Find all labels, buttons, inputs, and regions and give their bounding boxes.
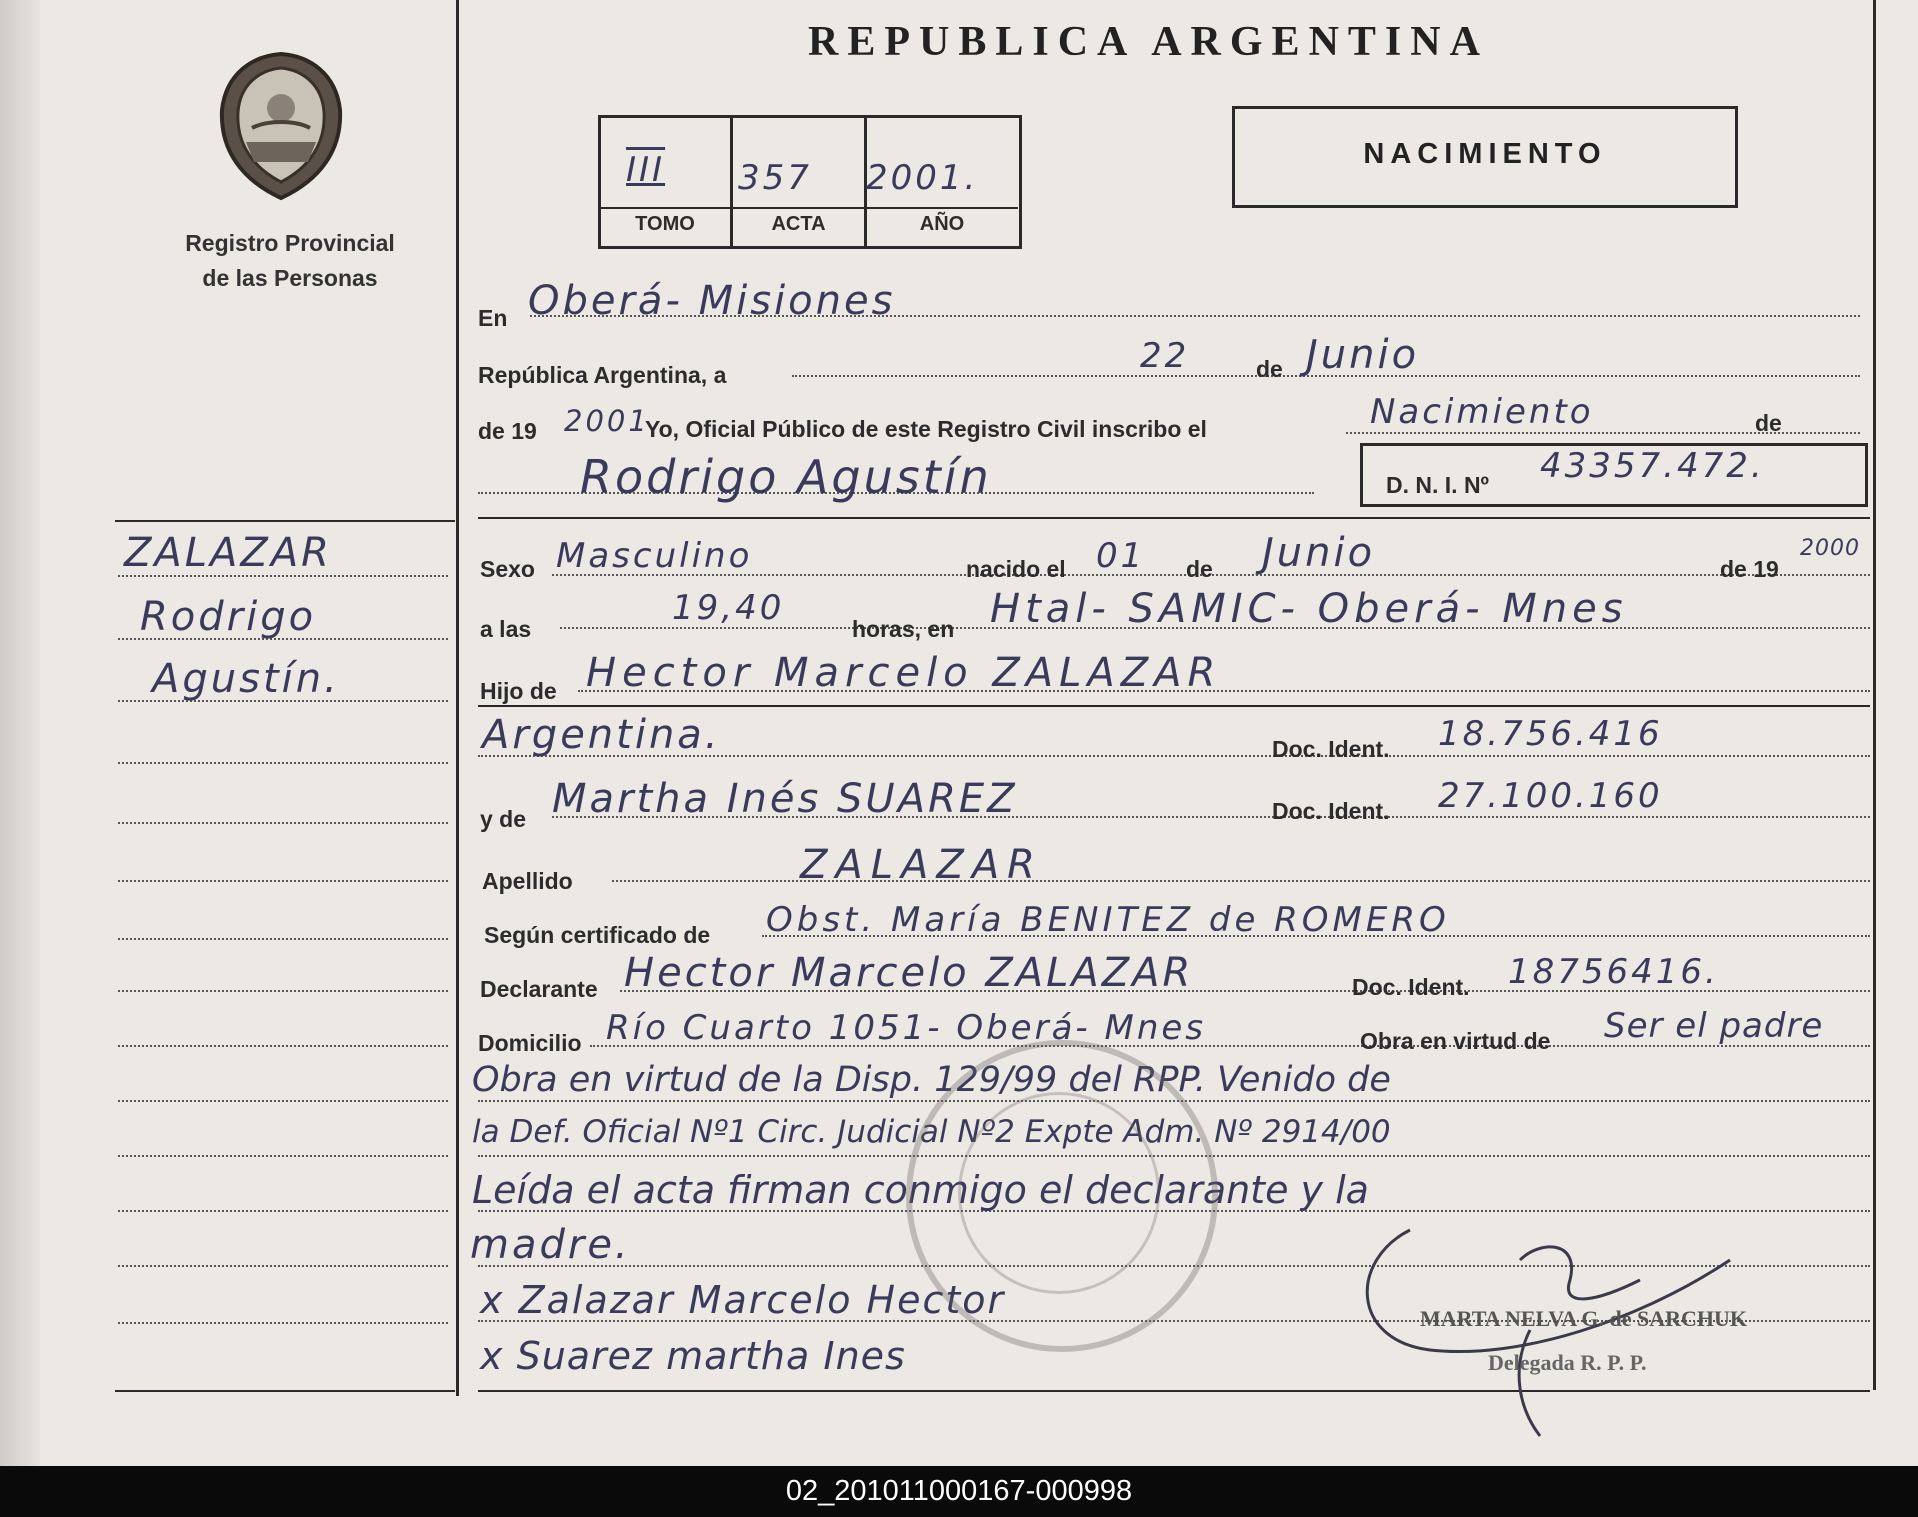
- column-divider: [456, 0, 459, 1396]
- obra-label: Obra en virtud de: [1360, 1028, 1551, 1054]
- domicilio-label: Domicilio: [478, 1030, 582, 1056]
- registry-round-stamp-inner: [958, 1092, 1160, 1294]
- form-rule: [478, 517, 1870, 519]
- birth-place: Htal- SAMIC- Oberá- Mnes: [990, 586, 1628, 632]
- inscribo-de: de: [1755, 410, 1782, 436]
- nacido-label: nacido el: [966, 556, 1066, 582]
- dni-value: 43357.472.: [1540, 446, 1765, 486]
- dni-label: D. N. I. Nº: [1386, 472, 1489, 498]
- margin-line: [118, 938, 448, 940]
- margin-line: [118, 880, 448, 882]
- sexo-value: Masculino: [556, 536, 753, 576]
- place-of-registration: Oberá- Misiones: [528, 278, 896, 324]
- field-line: [1346, 432, 1860, 434]
- margin-line: [118, 1100, 448, 1102]
- doc-ident-label-3: Doc. Ident.: [1352, 974, 1470, 1000]
- note-line-3: Leída el acta firman conmigo el declarante y la: [472, 1168, 1369, 1212]
- birth-month: Junio: [1262, 530, 1376, 576]
- apellido-label: Apellido: [482, 868, 573, 894]
- form-rule: [478, 705, 1870, 707]
- tomo-value: III: [626, 150, 666, 190]
- birth-year: 2000: [1800, 536, 1860, 561]
- doc-ident-label: Doc. Ident.: [1272, 736, 1390, 762]
- declarante-label: Declarante: [480, 976, 598, 1002]
- child-name: Rodrigo Agustín: [580, 450, 992, 504]
- margin-line: [118, 1155, 448, 1157]
- registry-line2: de las Personas: [202, 265, 378, 291]
- footer-code: 02_201011000167-000998: [0, 1466, 1918, 1517]
- segun-label: Según certificado de: [484, 922, 711, 948]
- tomo-label: TOMO: [635, 213, 695, 235]
- hijo-label: Hijo de: [480, 678, 557, 704]
- official-stamp-name: MARTA NELVA G. de SARCHUK: [1420, 1306, 1748, 1331]
- acta-value: 357: [738, 158, 812, 198]
- yde-label: y de: [480, 806, 527, 832]
- born-year-prefix: de 19: [1720, 556, 1779, 582]
- birth-hour: 19,40: [672, 588, 785, 628]
- margin-line: [118, 990, 448, 992]
- en-label: En: [478, 305, 508, 331]
- sexo-label: Sexo: [480, 556, 535, 582]
- right-border: [1873, 0, 1876, 1390]
- ano-value: 2001.: [866, 158, 979, 198]
- table-row-divider: [600, 207, 1018, 209]
- margin-rule: [115, 1390, 455, 1392]
- born-de-label: de: [1186, 556, 1213, 582]
- registration-month: Junio: [1306, 332, 1420, 378]
- margin-line: [118, 1265, 448, 1267]
- country-title: REPUBLICA ARGENTINA: [808, 19, 1489, 65]
- registration-year: 2001: [564, 404, 650, 438]
- inscribo-value: Nacimiento: [1370, 392, 1594, 432]
- declarante-name: Hector Marcelo ZALAZAR: [624, 950, 1194, 996]
- apellido-value: ZALAZAR: [800, 842, 1043, 888]
- mother-doc: 27.100.160: [1438, 776, 1663, 816]
- registration-day: 22: [1140, 336, 1190, 376]
- doc-ident-label-2: Doc. Ident.: [1272, 798, 1390, 824]
- birth-day: 01: [1096, 536, 1146, 576]
- margin-surname: ZALAZAR: [124, 530, 332, 576]
- margin-rule: [115, 520, 455, 522]
- registry-label: [160, 226, 420, 296]
- note-line-1: Obra en virtud de la Disp. 129/99 del RPP. Venido de: [472, 1060, 1391, 1100]
- domicilio-value: Río Cuarto 1051- Oberá- Mnes: [606, 1008, 1206, 1048]
- acta-label: ACTA: [771, 213, 826, 235]
- father-doc: 18.756.416: [1438, 714, 1663, 754]
- father-name: Hector Marcelo ZALAZAR: [586, 650, 1222, 696]
- page-binding: [0, 0, 40, 1466]
- mother-signature: x Suarez martha Ines: [480, 1334, 906, 1378]
- margin-first-name: Rodrigo: [140, 594, 317, 640]
- obra-value: Ser el padre: [1604, 1006, 1824, 1046]
- margin-line: [118, 1210, 448, 1212]
- registry-line1: Registro Provincial: [185, 230, 395, 256]
- ano-label: AÑO: [919, 213, 965, 235]
- yo-text: Yo, Oficial Público de este Registro Civil inscribo el: [645, 416, 1207, 442]
- mother-name: Martha Inés SUAREZ: [552, 776, 1018, 822]
- margin-line: [118, 1045, 448, 1047]
- margin-line: [118, 762, 448, 764]
- certifier-name: Obst. María BENITEZ de ROMERO: [766, 900, 1450, 940]
- horas-label: horas, en: [852, 616, 955, 642]
- margin-line: [118, 1322, 448, 1324]
- margin-line: [118, 822, 448, 824]
- father-signature: x Zalazar Marcelo Hector: [480, 1278, 1006, 1322]
- de-label: de: [1256, 356, 1283, 382]
- official-stamp-title: Delegada R. P. P.: [1488, 1350, 1647, 1375]
- alas-label: a las: [480, 616, 532, 642]
- declarante-doc: 18756416.: [1508, 952, 1719, 992]
- republica-label: República Argentina, a: [478, 362, 727, 388]
- year-prefix: de 19: [478, 418, 537, 444]
- note-line-2: la Def. Oficial Nº1 Circ. Judicial Nº2 Expte Adm. Nº 2914/00: [472, 1114, 1391, 1150]
- margin-second-name: Agustín.: [152, 656, 340, 702]
- coat-of-arms-seal: [212, 50, 350, 202]
- act-type-label: NACIMIENTO: [1363, 138, 1607, 170]
- father-nationality: Argentina.: [482, 712, 721, 758]
- note-line-4: madre.: [470, 1222, 631, 1268]
